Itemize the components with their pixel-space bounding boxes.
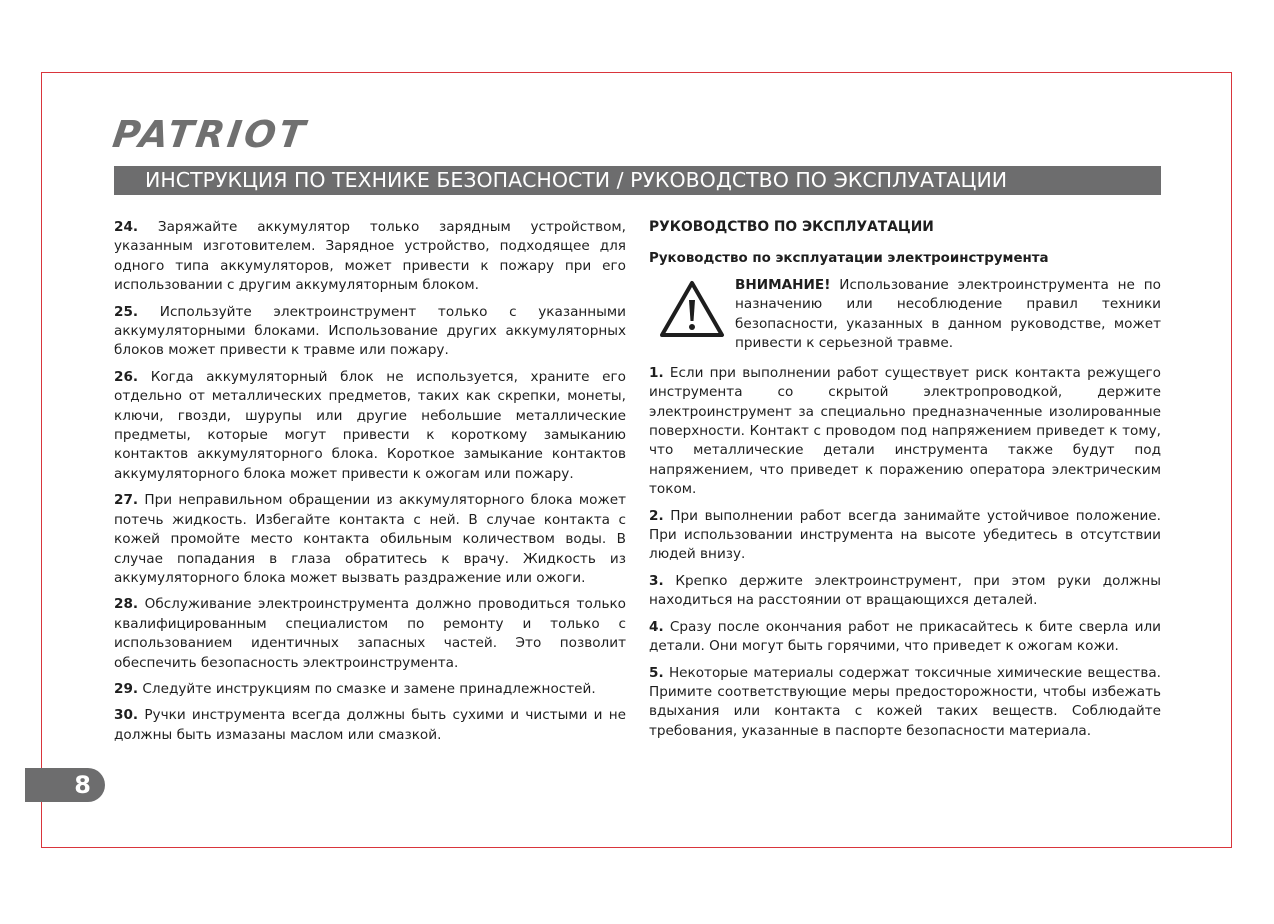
item-number: 5. xyxy=(649,664,664,681)
item-number: 4. xyxy=(649,618,664,635)
warning-text xyxy=(735,276,1161,354)
item-text: Крепко держите электроинструмент, при этом руки должны находиться на расстоянии от вращающихся деталей. xyxy=(649,572,1161,609)
section-title: РУКОВОДСТВО ПО ЭКСПЛУАТАЦИИ xyxy=(649,219,934,235)
item-text: Когда аккумуляторный блок не используется, храните его отдельно от металлических предметов, таких как скрепки, монеты, ключи, гвозди, шурупы или другие небольшие металлические предметы, которые могут привести к короткому замыканию контактов аккумуляторного блока. Короткое замыкание контактов аккумуляторного блока может привести к ожогам или пожару. xyxy=(114,368,626,482)
page-number: 8 xyxy=(74,771,91,799)
section-header-bar: ИНСТРУКЦИЯ ПО ТЕХНИКЕ БЕЗОПАСНОСТИ / РУКОВОДСТВО ПО ЭКСПЛУАТАЦИИ xyxy=(114,166,1161,195)
brand-logo: PATRIOT xyxy=(110,113,311,156)
item-number: 24. xyxy=(114,219,139,235)
item-text: При неправильном обращении из аккумуляторного блока может потечь жидкость. Избегайте контакта с ней. В случае контакта с кожей промойте место контакта обильным количеством воды. В случае попадания в глаза обратитесь к врачу. Жидкость из аккумуляторного блока может вызвать раздражение или ожоги. xyxy=(114,492,626,586)
subsection-title: Руководство по эксплуатации электроинструмента xyxy=(649,251,1049,267)
item-number: 26. xyxy=(114,368,139,385)
list-item xyxy=(649,507,1161,565)
list-item xyxy=(114,368,626,484)
item-text: Если при выполнении работ существует риск контакта режущего инструмента со скрытой электропроводкой, держите электроинструмент за специально предназначенные изолированные поверхности. Контакт с проводом под напряжением приведет к тому, что металлические детали инструмента также будут под напряжением, что приведет к поражению оператора электрическим током. xyxy=(649,364,1161,498)
list-item xyxy=(114,218,626,296)
right-column xyxy=(649,218,1161,748)
item-text: Некоторые материалы содержат токсичные химические вещества. Примите соответствующие меры предосторожности, чтобы избежать вдыхания или контакта с кожей таких веществ. Соблюдайте требования, указанные в паспорте безопасности материала. xyxy=(649,664,1161,739)
warning-triangle-icon xyxy=(659,280,725,338)
item-number: 2. xyxy=(649,507,664,524)
list-item xyxy=(114,680,626,699)
item-text: При выполнении работ всегда занимайте устойчивое положение. При использовании инструмента на высоте убедитесь в отсутствии людей внизу. xyxy=(649,507,1161,563)
list-item xyxy=(114,706,626,745)
list-item xyxy=(649,364,1161,500)
page-number-tab xyxy=(25,768,105,802)
item-number: 3. xyxy=(649,572,664,589)
list-item xyxy=(114,595,626,673)
list-item xyxy=(649,572,1161,611)
item-text: Следуйте инструкциям по смазке и замене принадлежностей. xyxy=(138,680,596,697)
list-item xyxy=(114,491,626,588)
item-number: 28. xyxy=(114,596,139,613)
item-text: Сразу после окончания работ не прикасайтесь к бите сверла или детали. Они могут быть горячими, что приведет к ожогам кожи. xyxy=(649,618,1161,655)
item-text: Ручки инструмента всегда должны быть сухими и чистыми и не должны быть измазаны маслом или смазкой. xyxy=(114,707,626,743)
warning-block xyxy=(649,276,1161,354)
list-item xyxy=(649,664,1161,742)
item-text: Заряжайте аккумулятор только зарядным устройством, указанным изготовителем. Зарядное устройство, подходящее для одного типа аккумуляторов, может привести к пожару при его использовании с другим аккумуляторным блоком. xyxy=(114,219,626,294)
list-item xyxy=(649,618,1161,657)
item-text: Обслуживание электроинструмента должно проводиться только квалифицированным специалистом по ремонту и только с использованием идентичных запасных частей. Это позволит обеспечить безопасность электроинструмента. xyxy=(114,596,626,671)
item-number: 29. xyxy=(114,680,139,697)
item-number: 1. xyxy=(649,364,664,381)
item-number: 27. xyxy=(114,492,139,509)
item-number: 25. xyxy=(114,303,139,320)
item-number: 30. xyxy=(114,707,139,724)
warning-body: Использование электроинструмента не по назначению или несоблюдение правил техники безопасности, указанных в данном руководстве, может привести к серьезной травме. xyxy=(735,276,1161,352)
list-item xyxy=(114,303,626,361)
warning-label: ВНИМАНИЕ! xyxy=(735,276,831,293)
item-text: Используйте электроинструмент только с указанными аккумуляторными блоками. Использование других аккумуляторных блоков может привести к травме или пожару. xyxy=(114,303,626,359)
left-column xyxy=(114,218,626,752)
